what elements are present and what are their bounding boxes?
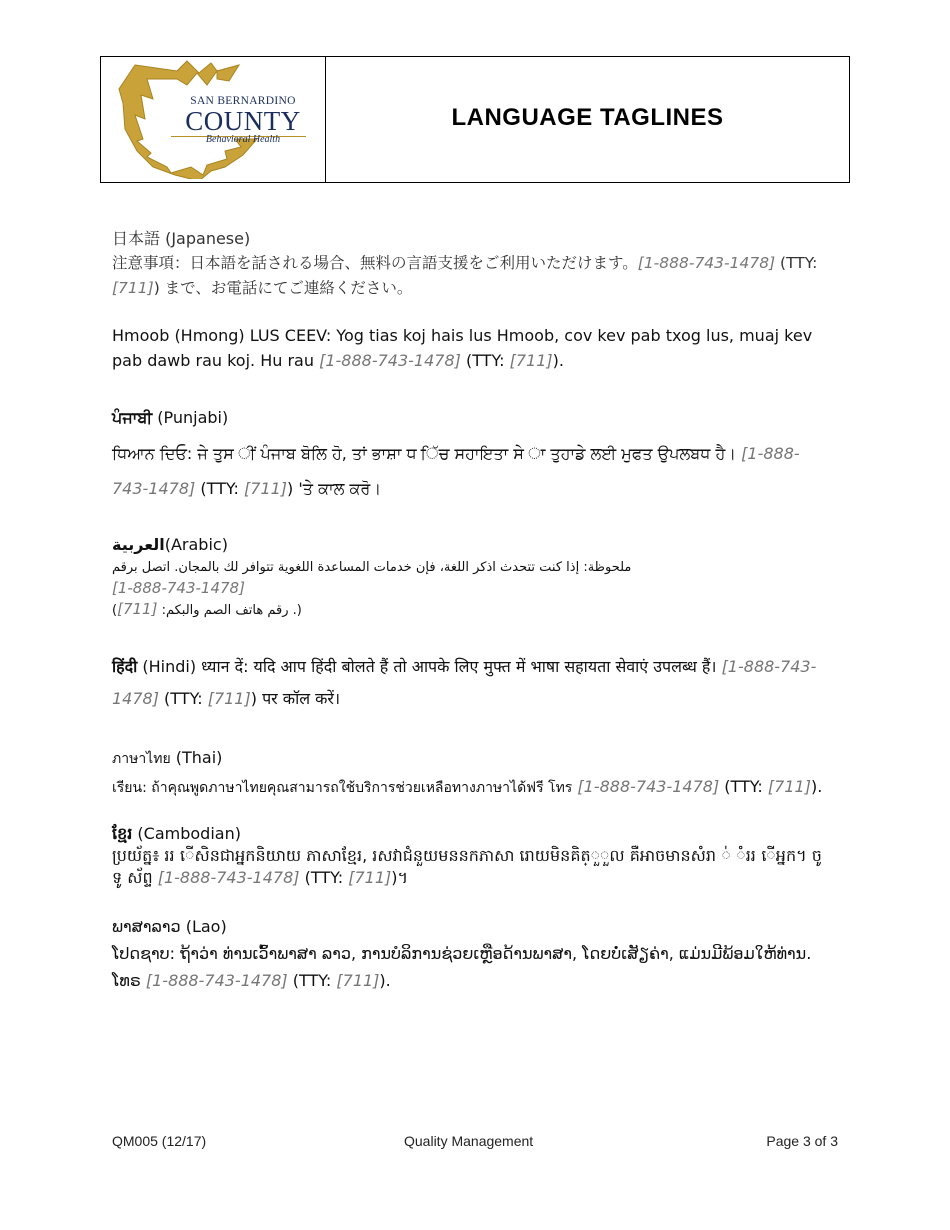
arabic-text: [112, 557, 832, 578]
tty-label: TTY:: [786, 254, 818, 272]
logo-line3: Behavioral Health: [205, 134, 281, 145]
japanese-body: 注意事項：日本語を話される場合、無料の言語支援をご利用いただけます。: [112, 254, 638, 272]
hmong-text: LUS CEEV: Yog tias koj hais lus Hmoob, cov kev pab txog lus, muaj kev pab dawb rau koj. Hu rau: [112, 326, 813, 370]
thai-name-en: (Thai): [175, 748, 223, 767]
arabic-heading: [112, 532, 832, 557]
phone-number: [1-888-743-1478]: [577, 777, 720, 796]
tty-label: TTY:: [206, 479, 239, 498]
cambodian-section: [112, 823, 832, 889]
phone-number: [1-888-743-1478]: [319, 351, 461, 370]
logo-line2: COUNTY: [185, 106, 301, 136]
cambodian-text: ប្រយ័ត្ន៖ ររ ើសិនជាអ្នកនិយាយ ភាសាខ្មែរ, រសវាជំនួយមននកភាសា រោយមិនគិត្ួួល គឺអាចមានសំរា ់ ំររ ើអ្នក។ ចូ ទូ ស័ព្ទ [1-888-743-1478] (TTY: [711])។: [112, 846, 822, 887]
tty-number: [711]: [509, 351, 553, 370]
hmong-section: Hmoob (Hmong) LUS CEEV: Yog tias koj hais lus Hmoob, cov kev pab txog lus, muaj kev pab dawb rau koj. Hu rau [1-888-743-1478] (TTY: [711]).: [112, 326, 813, 370]
cambodian-tail: ។: [397, 868, 409, 887]
thai-body: เรียน: ถ้าคุณพูดภาษาไทยคุณสามารถใช้บริการช่วยเหลือทางภาษาได้ฟรี โทร: [112, 780, 573, 796]
arabic-body: ملحوظة: إذا كنت تتحدث اذكر اللغة، فإن خدمات المساعدة اللغوية تتوافر لك بالمجان. اتصل برقم: [112, 560, 632, 575]
punjabi-section: [112, 405, 832, 506]
hindi-tail: पर कॉल करें।: [262, 689, 341, 708]
cambodian-body: ប្រយ័ត្ន៖ ររ ើសិនជាអ្នកនិយាយ ភាសាខ្មែរ, រសវាជំនួយមននកភាសា រោយមិនគិត្ួួល គឺអាចមានសំរា ់ ំររ ើអ្នក។ ចូ ទូ ស័ព្ទ: [112, 846, 822, 887]
tty-number: [711]: [336, 971, 380, 990]
punjabi-body: ਧਿਆਨ ਦਿਓ: ਜੇ ਤੁਸ ੀਂ ਪੰਜਾਬ ਬੋਲਿ ਹੋ, ਤਾਂ ਭਾਸ਼ਾ ਧ ਿੱਚ ਸਹਾਇਤਾ ਸੇ ਾ ਤੁਹਾਡੇ ਲਈ ਮੁਫਤ ਉਪਲਬਧ ਹੈ।: [112, 444, 737, 463]
thai-section: [112, 745, 832, 803]
tty-number: [711]: [112, 279, 154, 297]
punjabi-tail: 'ਤੇ ਕਾਲ ਕਰੋ।: [298, 479, 382, 498]
tty-label: TTY:: [472, 351, 505, 370]
hmong-heading: Hmoob (Hmong): [112, 326, 245, 345]
arabic-name: العربية: [112, 535, 165, 554]
hindi-name: हिंदी: [112, 657, 138, 676]
tty-number: [711]: [244, 479, 288, 498]
arabic-tty-line: ( رقم هاتف الصم والبكم: [711] .): [112, 600, 302, 618]
phone-number: [1-888-743-1478]: [637, 254, 776, 272]
cambodian-name: ខ្មែរ: [112, 824, 133, 843]
thai-heading: [112, 745, 832, 772]
tty-label: TTY:: [730, 777, 763, 796]
thai-name: ภาษาไทย: [112, 751, 171, 767]
japanese-section: [112, 226, 832, 301]
thai-text: เรียน: ถ้าคุณพูดภาษาไทยคุณสามารถใช้บริการช่วยเหลือทางภาษาได้ฟรี โทร [1-888-743-1478] (TTY: [711]).: [112, 777, 823, 796]
logo-cell: [101, 57, 326, 182]
hindi-section: हिंदी (Hindi) ध्यान दें: यदि आप हिंदी बोलते हैं तो आपके लिए मुफ्त में भाषा सहायता सेवाएं उपलब्ध हैं। [1-888-743-1478] (TTY: [711]) पर कॉल करें।: [112, 657, 817, 708]
tty-label: TTY:: [310, 868, 344, 887]
taglines-content: [112, 226, 832, 994]
arabic-phone-line: [112, 578, 832, 599]
cambodian-name-en: (Cambodian): [137, 824, 241, 843]
lao-body: ໂປດຊາບ: ຖ້າວ່າ ທ່ານເວົ້າພາສາ ລາວ, ການບໍລິການຊ່ວຍເຫຼືອດ້ານພາສາ, ໂດຍບໍ່ເສັຽຄ່າ, ແມ່ນມີພ້ອມໃຫ້ທ່ານ. ໂທຣ: [112, 944, 812, 990]
document-title: LANGUAGE TAGLINES: [451, 103, 724, 131]
lao-section: [112, 913, 832, 994]
phone-number: [1-888-743-1478]: [112, 657, 817, 708]
arabic-section: [112, 532, 832, 621]
phone-number: [1-888-743-1478]: [112, 579, 245, 597]
punjabi-heading: [112, 405, 832, 430]
hindi-text: (Hindi) ध्यान दें: यदि आप हिंदी बोलते हैं तो आपके लिए मुफ्त में भाषा सहायता सेवाएं उपलब्ध हैं।: [142, 657, 717, 676]
arabic-tail: رقم هاتف الصم والبكم:: [161, 603, 289, 618]
footer-doc-id: QM005 (12/17): [112, 1133, 207, 1149]
tty-label: TTY:: [170, 689, 203, 708]
lao-heading: ພາສາລາວ (Lao): [112, 917, 227, 936]
arabic-name-en: (Arabic): [164, 535, 228, 554]
tty-number: [711]: [767, 777, 811, 796]
tty-number: [711]: [117, 600, 158, 618]
punjabi-text: ਧਿਆਨ ਦਿਓ: ਜੇ ਤੁਸ ੀਂ ਪੰਜਾਬ ਬੋਲਿ ਹੋ, ਤਾਂ ਭਾਸ਼ਾ ਧ ਿੱਚ ਸਹਾਇਤਾ ਸੇ ਾ ਤੁਹਾਡੇ ਲਈ ਮੁਫਤ ਉਪਲਬਧ ਹੈ। [1-888-743-1478] (TTY: [711]) 'ਤੇ ਕਾਲ ਕਰੋ।: [112, 444, 800, 498]
cambodian-heading: [112, 823, 832, 845]
japanese-text: 注意事項：日本語を話される場合、無料の言語支援をご利用いただけます。[1-888-743-1478] (TTY: [711]) まで、お電話にてご連絡ください。: [112, 254, 818, 297]
footer-department: Quality Management: [404, 1133, 534, 1149]
phone-number: [1-888-743-1478]: [145, 971, 288, 990]
punjabi-name-en: (Punjabi): [157, 408, 229, 427]
japanese-heading: 日本語 (Japanese): [112, 229, 251, 248]
punjabi-name: ਪੰਜਾਬੀ: [112, 408, 153, 427]
header-table: [100, 56, 850, 183]
lao-text: ໂປດຊາບ: ຖ້າວ່າ ທ່ານເວົ້າພາສາ ລາວ, ການບໍລິການຊ່ວຍເຫຼືອດ້ານພາສາ, ໂດຍບໍ່ເສັຽຄ່າ, ແມ່ນມີພ້ອມໃຫ້ທ່ານ. ໂທຣ [1-888-743-1478] (TTY: [711]).: [112, 944, 812, 990]
japanese-tail: まで、お電話にてご連絡ください。: [164, 279, 413, 297]
logo-line1: SAN BERNARDINO: [190, 95, 296, 107]
tty-number: [711]: [348, 868, 392, 887]
logo-text: [153, 95, 333, 146]
footer-page-number: Page 3 of 3: [766, 1133, 838, 1149]
phone-number: [1-888-743-1478]: [112, 444, 800, 498]
title-cell: [326, 57, 849, 182]
phone-number: [1-888-743-1478]: [157, 868, 300, 887]
tty-label: TTY:: [298, 971, 332, 990]
tty-number: [711]: [207, 689, 251, 708]
